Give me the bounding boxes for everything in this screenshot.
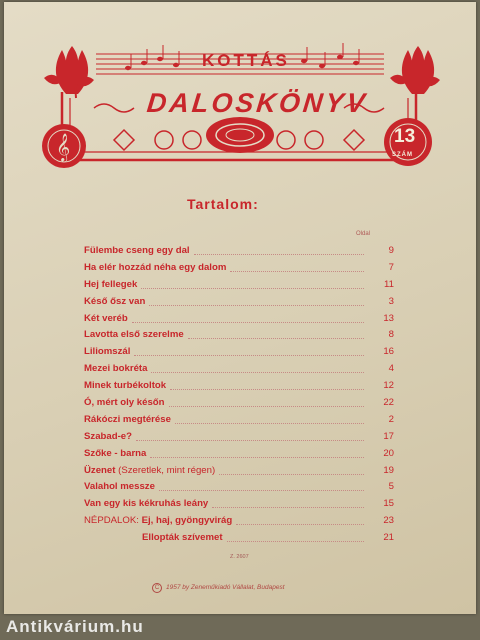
toc-row	[84, 245, 394, 262]
song-title-text: Ellopták szívemet	[142, 532, 223, 544]
song-title-text: Hej fellegek	[84, 278, 138, 290]
dot-leader	[188, 338, 364, 339]
dot-leader	[132, 322, 364, 323]
song-title-text: Ó, mért oly későn	[84, 397, 165, 409]
svg-text:𝄞: 𝄞	[56, 133, 71, 161]
song-title	[84, 465, 215, 476]
dot-leader	[170, 389, 364, 390]
toc-row	[84, 397, 394, 414]
dot-leader	[134, 355, 364, 356]
toc-row	[84, 465, 394, 482]
page-number: 19	[383, 464, 394, 476]
song-title	[84, 448, 146, 459]
song-title-text: Liliomszál	[84, 346, 131, 358]
page-number: 3	[388, 295, 394, 307]
dot-leader	[212, 507, 364, 508]
catalog-code: Z. 2607	[230, 554, 249, 560]
issue-number: 13	[394, 126, 416, 147]
dot-leader	[194, 254, 364, 255]
toc-row	[84, 329, 394, 346]
song-title-text: Van egy kis kékruhás leány	[84, 498, 209, 510]
page-number: 7	[388, 261, 394, 273]
page-number: 12	[383, 380, 394, 392]
page-number: 9	[388, 245, 394, 256]
page-number: 16	[383, 346, 394, 358]
page-number: 4	[388, 363, 394, 375]
page-number: 11	[384, 278, 394, 290]
dot-leader	[219, 474, 364, 475]
issue-label: SZÁM	[392, 152, 413, 158]
song-title	[84, 380, 166, 391]
copyright-line	[152, 583, 285, 593]
song-title	[84, 279, 137, 290]
copyright-text: 1957 by Zeneműkiadó Vállalat, Budapest	[166, 584, 285, 591]
copyright-icon: C	[152, 583, 162, 593]
dot-leader	[236, 524, 364, 525]
song-title-text: Szőke - barna	[84, 447, 147, 459]
toc-row	[84, 448, 394, 465]
dot-leader	[136, 440, 364, 441]
song-title	[142, 532, 223, 543]
dot-leader	[151, 372, 364, 373]
toc-row	[84, 498, 394, 515]
toc-row	[84, 363, 394, 380]
page-number: 23	[383, 515, 394, 527]
song-title-text: Ej, haj, gyöngyvirág	[141, 515, 233, 527]
dot-leader	[150, 457, 364, 458]
dot-leader	[169, 406, 364, 407]
song-title	[84, 481, 155, 492]
watermark: Antikvárium.hu	[6, 617, 144, 636]
toc-row	[84, 313, 394, 330]
page-column-label: Oldal	[356, 231, 371, 237]
song-title-text: Valahol messze	[84, 481, 155, 493]
song-title	[84, 262, 226, 273]
page-number: 15	[383, 498, 394, 510]
page-number: 22	[383, 397, 394, 409]
toc-row	[84, 431, 394, 448]
page-number: 20	[383, 447, 394, 459]
song-title-text: Szabad-e?	[84, 430, 132, 442]
table-of-contents	[84, 245, 394, 549]
toc-row	[84, 262, 394, 279]
toc-row	[84, 532, 394, 549]
page-number: 2	[388, 413, 394, 425]
page-number: 17	[383, 430, 394, 442]
page-number: 21	[383, 532, 394, 544]
song-title	[84, 363, 147, 374]
song-title-text: Fülembe cseng egy dal	[84, 245, 190, 256]
song-title-text: Rákóczi megtérése	[84, 413, 171, 425]
toc-row	[84, 279, 394, 296]
toc-heading: Tartalom:	[187, 196, 259, 212]
song-title-text: Lavotta első szerelme	[84, 329, 184, 341]
toc-row	[84, 346, 394, 363]
song-title	[84, 296, 145, 307]
cover-header	[4, 2, 476, 177]
song-title	[84, 431, 132, 442]
song-title-text: Üzenet	[84, 464, 116, 476]
song-title-text: Mezei bokréta	[84, 363, 148, 375]
series-title: KOTTÁS	[202, 51, 290, 70]
dot-leader	[227, 541, 364, 542]
book-page	[4, 2, 476, 614]
song-title	[84, 498, 208, 509]
song-title	[84, 313, 128, 324]
page-number: 5	[388, 481, 394, 493]
section-prefix: NÉPDALOK:	[84, 515, 139, 527]
song-title	[84, 346, 130, 357]
dot-leader	[230, 271, 364, 272]
song-title	[84, 515, 232, 526]
dot-leader	[149, 305, 364, 306]
song-title	[84, 329, 184, 340]
song-subtitle: (Szeretlek, mint régen)	[118, 464, 216, 476]
song-title-text: Ha elér hozzád néha egy dalom	[84, 261, 227, 273]
dot-leader	[141, 288, 364, 289]
page-number: 13	[383, 312, 394, 324]
page-number: 8	[388, 329, 394, 341]
toc-row	[84, 296, 394, 313]
song-title-text: Két veréb	[84, 312, 128, 324]
song-title-text: Késő ősz van	[84, 295, 146, 307]
song-title	[84, 245, 190, 256]
toc-row	[84, 414, 394, 431]
book-title: DALOSKÖNYV	[145, 88, 370, 118]
dot-leader	[175, 423, 364, 424]
song-title-text: Minek turbékoltok	[84, 380, 167, 392]
song-title	[84, 397, 165, 408]
song-title	[84, 414, 171, 425]
toc-row	[84, 380, 394, 397]
dot-leader	[159, 490, 364, 491]
toc-row	[84, 481, 394, 498]
toc-row	[84, 515, 394, 532]
